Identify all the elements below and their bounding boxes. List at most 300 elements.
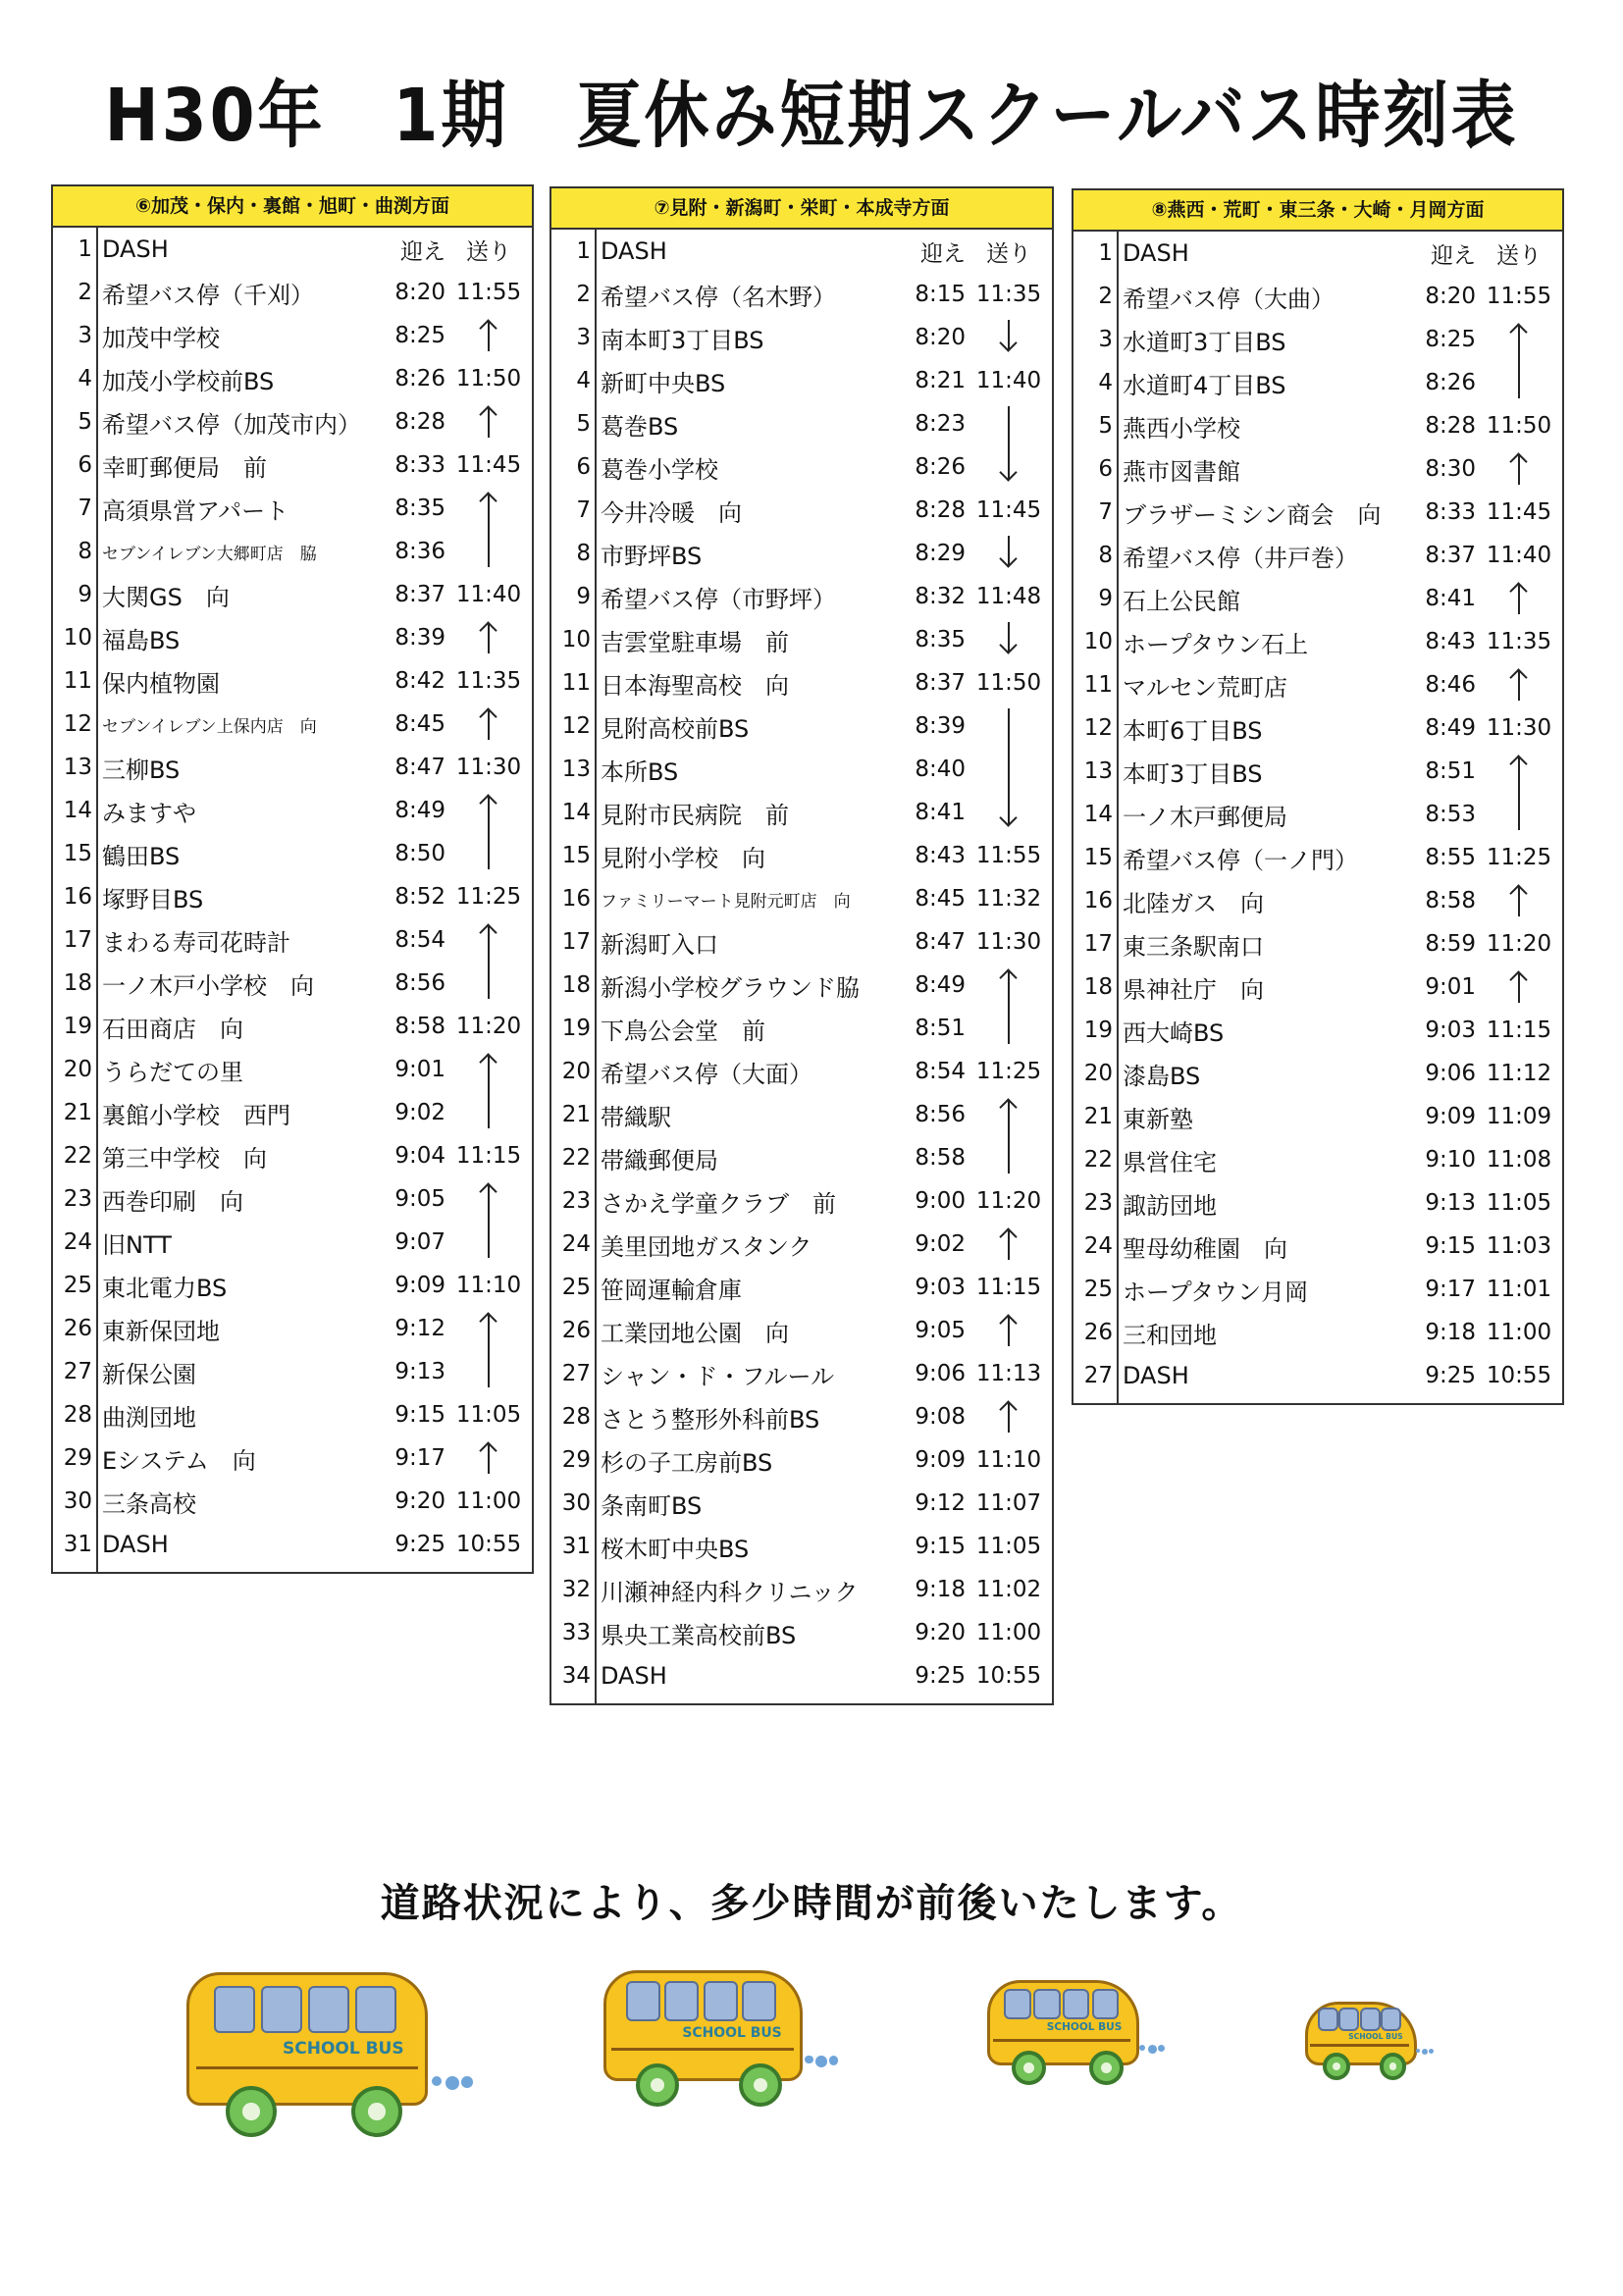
stop-number: 5 [551, 402, 596, 445]
pickup-time: 8:35 [915, 627, 966, 652]
pickup-time: 9:12 [394, 1316, 445, 1341]
bus-label: SCHOOL BUS [283, 2039, 404, 2059]
stop-name: さとう整形外科前BS [601, 1405, 820, 1434]
dropoff-time: 11:08 [1486, 1147, 1552, 1173]
table-row [551, 618, 1052, 661]
stop-name: 塚野目BS [102, 885, 204, 913]
dropoff-time [445, 918, 532, 962]
bus-window [1318, 2008, 1338, 2031]
dropoff-time: 10:55 [455, 1532, 522, 1557]
stop-name: 工業団地公園 向 [601, 1319, 789, 1347]
stop-number: 31 [551, 1525, 596, 1568]
timetable [551, 230, 1052, 1703]
dropoff-time: 送り [1496, 242, 1542, 269]
pickup-time: 8:32 [915, 584, 966, 609]
pickup-time: 8:25 [1425, 327, 1476, 352]
table-row [551, 532, 1052, 575]
table-row [551, 489, 1052, 532]
table-row [1073, 404, 1562, 447]
dropoff-time: 11:25 [1486, 845, 1552, 870]
stop-name: 希望バス停（千刈） [102, 281, 314, 309]
stop-number: 11 [551, 661, 596, 704]
school-bus-icon [603, 1970, 845, 2107]
stop-name: 福島BS [102, 626, 181, 654]
stop-number: 26 [551, 1309, 596, 1352]
stop-name: ファミリーマート見附元町店 向 [601, 891, 851, 912]
stop-name: 幸町郵便局 前 [102, 453, 267, 482]
stop-name: 日本海聖高校 向 [601, 671, 789, 700]
table-row [551, 230, 1052, 273]
pickup-time: 9:02 [915, 1231, 966, 1257]
bus-window [308, 1986, 349, 2033]
pickup-time: 8:39 [394, 625, 445, 651]
stop-number: 23 [53, 1177, 97, 1221]
pickup-time: 9:05 [394, 1186, 445, 1212]
stop-number: 25 [551, 1266, 596, 1309]
stop-name: 東新塾 [1123, 1105, 1193, 1133]
stop-number: 14 [1073, 793, 1118, 836]
arrow-down-icon [1008, 622, 1010, 652]
bus-window [1033, 1989, 1061, 2019]
dropoff-time [445, 789, 532, 832]
route-header: ⑧燕西・荒町・東三条・大崎・月岡方面 [1073, 190, 1562, 232]
stop-name: DASH [601, 237, 667, 265]
stop-number: 22 [551, 1136, 596, 1179]
stop-name: 希望バス停（大面） [601, 1060, 812, 1088]
pickup-time: 8:58 [1425, 888, 1476, 913]
bus-window [742, 1981, 776, 2020]
table-row [551, 1611, 1052, 1654]
dropoff-time [1476, 879, 1562, 922]
stop-number: 1 [53, 228, 97, 271]
wheel-icon [1323, 2053, 1350, 2080]
dropoff-time: 11:55 [975, 843, 1042, 868]
stop-name: 県神社庁 向 [1123, 975, 1264, 1004]
pickup-time: 8:15 [915, 282, 966, 307]
table-row [1073, 1181, 1562, 1225]
stop-name: 三和団地 [1123, 1321, 1217, 1349]
table-row [551, 1223, 1052, 1266]
table-row [53, 1393, 532, 1436]
stop-name: 西大崎BS [1123, 1018, 1225, 1047]
dropoff-time: 11:32 [975, 886, 1042, 912]
stop-number: 13 [551, 748, 596, 791]
stop-number: 7 [551, 489, 596, 532]
route-header: ⑦見附・新潟町・栄町・本成寺方面 [551, 188, 1052, 230]
dropoff-time [966, 791, 1052, 834]
table-row [1073, 879, 1562, 922]
stop-name: 石上公民館 [1123, 587, 1240, 615]
stop-number: 7 [1073, 491, 1118, 534]
stop-number: 20 [1073, 1052, 1118, 1095]
pickup-time: 9:02 [394, 1100, 445, 1125]
stop-name: 鶴田BS [102, 842, 181, 870]
stop-number: 3 [551, 316, 596, 359]
dropoff-time [445, 487, 532, 530]
table-row [53, 616, 532, 659]
stop-name: 条南町BS [601, 1491, 703, 1520]
pickup-time: 8:20 [1425, 284, 1476, 309]
stop-name: まわる寿司花時計 [102, 928, 290, 957]
stop-number: 13 [1073, 750, 1118, 793]
pickup-time: 9:01 [394, 1057, 445, 1082]
pickup-time: 8:58 [394, 1014, 445, 1039]
stop-number: 21 [551, 1093, 596, 1136]
stop-name: 新潟町入口 [601, 930, 718, 959]
pickup-time: 9:18 [915, 1577, 966, 1602]
stop-name: うらだての里 [102, 1058, 243, 1086]
stop-name: 裏館小学校 西門 [102, 1101, 290, 1129]
stop-number: 1 [1073, 232, 1118, 275]
pickup-time: 8:37 [915, 670, 966, 696]
stop-number: 14 [53, 789, 97, 832]
dropoff-time: 11:13 [975, 1361, 1042, 1386]
table-row [1073, 750, 1562, 793]
dropoff-time [1476, 793, 1562, 836]
stop-name: 東三条駅南口 [1123, 932, 1264, 961]
stop-number: 18 [551, 964, 596, 1007]
pickup-time: 8:23 [915, 411, 966, 437]
stop-name: DASH [102, 235, 169, 263]
stop-name: マルセン荒町店 [1123, 673, 1287, 702]
stop-name: 帯織郵便局 [601, 1146, 718, 1174]
dropoff-time: 11:10 [975, 1447, 1042, 1473]
table-row [551, 920, 1052, 964]
exhaust-puff [445, 2076, 459, 2090]
stop-name: 新町中央BS [601, 369, 726, 397]
dropoff-time [966, 1395, 1052, 1438]
exhaust-puff [1429, 2049, 1434, 2054]
stop-number: 8 [1073, 534, 1118, 577]
stop-number: 29 [551, 1438, 596, 1482]
dropoff-time [445, 400, 532, 444]
stop-number: 23 [1073, 1181, 1118, 1225]
pickup-time: 8:53 [1425, 802, 1476, 827]
table-row [1073, 318, 1562, 361]
dropoff-time: 11:50 [1486, 413, 1552, 439]
table-row [551, 1309, 1052, 1352]
stop-number: 4 [1073, 361, 1118, 404]
timetable [53, 228, 532, 1572]
stop-name: 保内植物園 [102, 669, 220, 698]
stop-name: 諏訪団地 [1123, 1191, 1217, 1220]
table-row [53, 228, 532, 271]
stop-name: 希望バス停（井戸巻） [1123, 544, 1358, 572]
stop-number: 26 [53, 1307, 97, 1350]
stop-number: 19 [551, 1007, 596, 1050]
stop-number: 15 [1073, 836, 1118, 879]
pickup-time: 8:26 [394, 366, 445, 391]
arrow-up-icon [1518, 887, 1520, 916]
pickup-time: 8:58 [915, 1145, 966, 1171]
stop-name: 吉雲堂駐車場 前 [601, 628, 789, 656]
pickup-time: 8:49 [394, 798, 445, 823]
table-row [1073, 447, 1562, 491]
stop-name: 曲渕団地 [102, 1403, 196, 1432]
dropoff-time [445, 1221, 532, 1264]
pickup-time: 8:28 [394, 409, 445, 435]
stop-name: 高須県営アパート [102, 496, 289, 525]
stop-name: セブンイレブン上保内店 向 [102, 716, 317, 737]
stop-number: 19 [53, 1005, 97, 1048]
dropoff-time [445, 1307, 532, 1350]
exhaust-puff [829, 2056, 839, 2065]
stop-number: 28 [53, 1393, 97, 1436]
route-table-6 [51, 184, 534, 1574]
stop-number: 11 [1073, 663, 1118, 706]
stop-name: 燕西小学校 [1123, 414, 1240, 443]
pickup-time: 9:03 [1425, 1018, 1476, 1043]
bus-window [1338, 2008, 1359, 2031]
stop-number: 27 [1073, 1354, 1118, 1403]
stop-name: 西巻印刷 向 [102, 1187, 243, 1216]
stop-number: 16 [53, 875, 97, 918]
table-row [53, 357, 532, 400]
table-row [53, 746, 532, 789]
dropoff-time: 11:00 [455, 1488, 522, 1514]
pickup-time: 8:59 [1425, 931, 1476, 957]
arrow-up-icon [1008, 1317, 1010, 1346]
pickup-time: 9:17 [1425, 1277, 1476, 1302]
stop-name: 北陸ガス 向 [1123, 889, 1264, 917]
dropoff-time [966, 1223, 1052, 1266]
table-row [551, 964, 1052, 1007]
stop-number: 25 [1073, 1268, 1118, 1311]
pickup-time: 8:51 [1425, 758, 1476, 784]
table-row [551, 273, 1052, 316]
dropoff-time: 11:12 [1486, 1061, 1552, 1086]
pickup-time: 8:54 [394, 927, 445, 953]
arrow-up-icon [488, 624, 490, 653]
table-row [1073, 922, 1562, 965]
exhaust-puff [1148, 2045, 1157, 2054]
pickup-time: 8:36 [394, 539, 445, 564]
table-row [551, 791, 1052, 834]
bus-window [1092, 1989, 1120, 2019]
arrow-up-icon [1518, 973, 1520, 1003]
stop-number: 6 [1073, 447, 1118, 491]
dropoff-time [1476, 447, 1562, 491]
dropoff-time: 11:48 [975, 584, 1042, 609]
table-row [551, 359, 1052, 402]
stop-number: 26 [1073, 1311, 1118, 1354]
dropoff-time: 11:45 [455, 452, 522, 478]
dropoff-time: 11:50 [975, 670, 1042, 696]
stop-number: 21 [53, 1091, 97, 1134]
dropoff-time: 10:55 [975, 1663, 1042, 1689]
dropoff-time: 11:40 [1486, 543, 1552, 568]
pickup-time: 9:06 [915, 1361, 966, 1386]
dropoff-time: 11:15 [1486, 1018, 1552, 1043]
stop-number: 11 [53, 659, 97, 703]
table-row [551, 1050, 1052, 1093]
bus-window [1381, 2008, 1401, 2031]
pickup-time: 8:43 [1425, 629, 1476, 654]
pickup-time: 8:52 [394, 884, 445, 910]
dropoff-time [445, 832, 532, 875]
stop-number: 15 [53, 832, 97, 875]
pickup-time: 9:08 [915, 1404, 966, 1430]
stop-name: Eシステム 向 [102, 1446, 256, 1475]
stop-name: 一ノ木戸郵便局 [1123, 803, 1287, 831]
stop-number: 18 [53, 962, 97, 1005]
stop-name: ブラザーミシン商会 向 [1123, 500, 1382, 529]
table-row [1073, 1052, 1562, 1095]
pickup-time: 9:25 [1425, 1363, 1476, 1388]
pickup-time: 8:30 [1425, 456, 1476, 482]
stop-name: 東新保団地 [102, 1317, 220, 1345]
stop-name: 見附小学校 向 [601, 844, 765, 872]
timetable [1073, 232, 1562, 1403]
exhaust-puff [805, 2056, 813, 2064]
stop-number: 10 [1073, 620, 1118, 663]
pickup-time: 9:07 [394, 1229, 445, 1255]
pickup-time: 9:09 [915, 1447, 966, 1473]
dropoff-time: 11:50 [455, 366, 522, 391]
exhaust-puff [432, 2076, 442, 2086]
table-row [1073, 1268, 1562, 1311]
table-row [551, 1266, 1052, 1309]
pickup-time: 8:35 [394, 496, 445, 521]
dropoff-time [445, 1091, 532, 1134]
stop-number: 8 [551, 532, 596, 575]
dropoff-time: 11:35 [975, 282, 1042, 307]
stop-name: 新潟小学校グラウンド脇 [601, 973, 860, 1002]
stop-number: 1 [551, 230, 596, 273]
dropoff-time: 11:30 [975, 929, 1042, 955]
pickup-time: 8:26 [1425, 370, 1476, 395]
bus-window [704, 1981, 738, 2020]
dropoff-time: 11:30 [455, 755, 522, 780]
stop-name: 希望バス停（名木野） [601, 283, 836, 311]
stop-name: 今井冷暖 向 [601, 498, 742, 527]
stop-number: 25 [53, 1264, 97, 1307]
pickup-time: 8:21 [915, 368, 966, 393]
dropoff-time: 11:45 [975, 497, 1042, 523]
table-row [53, 1221, 532, 1264]
stop-number: 8 [53, 530, 97, 573]
stop-number: 14 [551, 791, 596, 834]
dropoff-time [445, 962, 532, 1005]
dropoff-time [445, 616, 532, 659]
stop-number: 6 [53, 444, 97, 487]
page-title: H30年 1期 夏休み短期スクールバス時刻表 [104, 73, 1519, 159]
stop-name: 見附高校前BS [601, 714, 750, 743]
table-row [1073, 663, 1562, 706]
school-bus-icon [186, 1972, 481, 2139]
pickup-time: 9:13 [394, 1359, 445, 1384]
stop-number: 30 [551, 1482, 596, 1525]
bus-label: SCHOOL BUS [1046, 2021, 1123, 2034]
bus-label: SCHOOL BUS [1348, 2031, 1403, 2041]
stop-name: ホープタウン月岡 [1123, 1278, 1309, 1306]
stop-number: 7 [53, 487, 97, 530]
stop-name: 市野坪BS [601, 542, 703, 570]
school-bus-icon [1305, 2002, 1438, 2077]
dropoff-time: 11:25 [975, 1059, 1042, 1084]
dropoff-time: 11:55 [455, 280, 522, 305]
table-row [551, 704, 1052, 748]
dropoff-time [966, 748, 1052, 791]
stop-number: 24 [53, 1221, 97, 1264]
stop-number: 34 [551, 1654, 596, 1703]
dropoff-time [1476, 577, 1562, 620]
stop-name: 杉の子工房前BS [601, 1448, 773, 1477]
table-row [551, 402, 1052, 445]
table-row [53, 444, 532, 487]
dropoff-time: 10:55 [1486, 1363, 1552, 1388]
stop-name: 新保公園 [102, 1360, 196, 1388]
dropoff-time: 11:35 [455, 668, 522, 694]
pickup-time: 8:28 [915, 497, 966, 523]
table-row [53, 1350, 532, 1393]
pickup-time: 8:37 [394, 582, 445, 607]
table-row [1073, 1354, 1562, 1403]
table-row [53, 487, 532, 530]
table-row [53, 832, 532, 875]
stop-number: 3 [53, 314, 97, 357]
dropoff-time: 11:20 [975, 1188, 1042, 1214]
dropoff-time [966, 1007, 1052, 1050]
exhaust-puff [815, 2056, 827, 2067]
stop-number: 3 [1073, 318, 1118, 361]
bus-stripe [611, 2048, 793, 2051]
table-row [1073, 361, 1562, 404]
table-row [1073, 793, 1562, 836]
stop-name: 大関GS 向 [102, 583, 230, 611]
table-row [551, 1136, 1052, 1179]
wheel-icon [1012, 2051, 1046, 2085]
exhaust-puff [1158, 2045, 1165, 2052]
table-row [1073, 1311, 1562, 1354]
pickup-time: 8:43 [915, 843, 966, 868]
table-row [1073, 1225, 1562, 1268]
pickup-time: 8:33 [1425, 499, 1476, 525]
wheel-icon [226, 2086, 277, 2137]
wheel-icon [1380, 2053, 1407, 2080]
table-row [53, 918, 532, 962]
stop-number: 4 [53, 357, 97, 400]
table-row [53, 1177, 532, 1221]
table-row [53, 1048, 532, 1091]
dropoff-time [445, 1350, 532, 1393]
stop-name: 三柳BS [102, 756, 181, 784]
stop-number: 12 [551, 704, 596, 748]
table-row [53, 314, 532, 357]
dropoff-time [966, 1136, 1052, 1179]
pickup-time: 8:49 [915, 972, 966, 998]
pickup-time: 迎え [920, 240, 966, 267]
dropoff-time: 送り [466, 238, 511, 265]
arrow-up-icon [1518, 671, 1520, 701]
table-row [551, 1007, 1052, 1050]
pickup-time: 9:09 [394, 1273, 445, 1298]
table-row [53, 530, 532, 573]
pickup-time: 9:17 [394, 1445, 445, 1471]
table-row [1073, 1009, 1562, 1052]
stop-number: 17 [551, 920, 596, 964]
dropoff-time [966, 618, 1052, 661]
pickup-time: 9:09 [1425, 1104, 1476, 1129]
pickup-time: 9:20 [915, 1620, 966, 1645]
stop-name: 聖母幼稚園 向 [1123, 1234, 1287, 1263]
bus-window [355, 1986, 396, 2033]
stop-number: 13 [53, 746, 97, 789]
dropoff-time: 11:09 [1486, 1104, 1552, 1129]
stop-name: 旧NTT [102, 1230, 172, 1259]
dropoff-time: 送り [986, 240, 1031, 267]
stop-number: 30 [53, 1480, 97, 1523]
